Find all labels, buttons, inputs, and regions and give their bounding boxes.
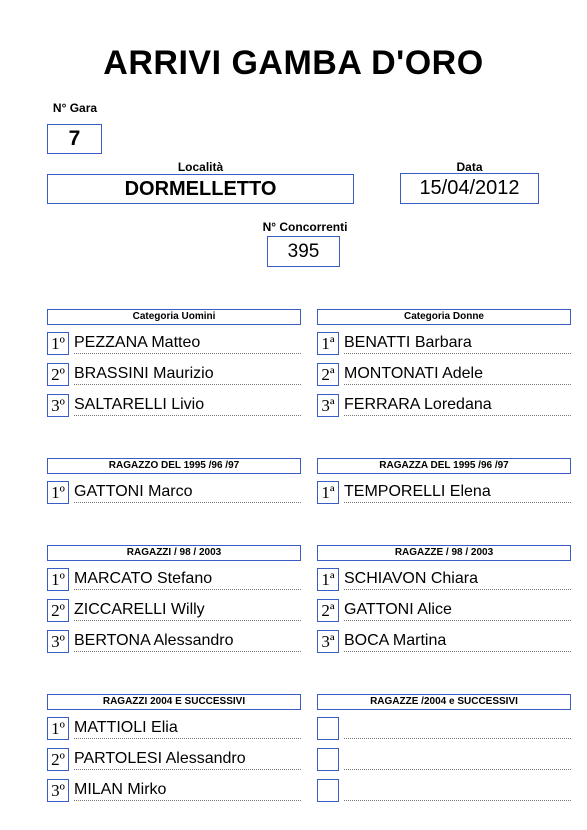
result-row xyxy=(317,568,571,593)
position-box: 1º xyxy=(47,568,69,591)
category-title: RAGAZZA DEL 1995 /96 /97 xyxy=(317,458,571,474)
concorrenti-value-box: 395 xyxy=(267,236,340,267)
position-box: 1ª xyxy=(317,568,339,591)
result-row xyxy=(47,717,301,742)
athlete-name: BOCA Martina xyxy=(344,631,571,652)
result-row xyxy=(317,332,571,357)
result-row xyxy=(47,481,301,506)
category-title: RAGAZZE / 98 / 2003 xyxy=(317,545,571,561)
category-title: Categoria Donne xyxy=(317,309,571,325)
result-row xyxy=(317,630,571,655)
gara-value-box: 7 xyxy=(47,124,102,154)
result-row xyxy=(317,394,571,419)
athlete-name xyxy=(344,749,571,770)
result-row xyxy=(47,599,301,624)
result-row xyxy=(317,363,571,388)
result-row xyxy=(47,568,301,593)
category-title: RAGAZZI 2004 E SUCCESSIVI xyxy=(47,694,301,710)
category-title: Categoria Uomini xyxy=(47,309,301,325)
result-row xyxy=(47,748,301,773)
result-row xyxy=(317,748,571,773)
concorrenti-label: N° Concorrenti xyxy=(262,220,348,234)
athlete-name: BENATTI Barbara xyxy=(344,333,571,354)
result-row xyxy=(317,717,571,742)
athlete-name: MARCATO Stefano xyxy=(74,569,301,590)
position-box xyxy=(317,748,339,771)
category-title: RAGAZZE /2004 e SUCCESSIVI xyxy=(317,694,571,710)
result-row xyxy=(47,779,301,804)
position-box: 1º xyxy=(47,481,69,504)
result-row xyxy=(47,332,301,357)
category-title: RAGAZZI / 98 / 2003 xyxy=(47,545,301,561)
position-box: 1ª xyxy=(317,332,339,355)
athlete-name: BERTONA Alessandro xyxy=(74,631,301,652)
athlete-name: GATTONI Alice xyxy=(344,600,571,621)
category-title: RAGAZZO DEL 1995 /96 /97 xyxy=(47,458,301,474)
position-box: 3ª xyxy=(317,394,339,417)
athlete-name: SALTARELLI Livio xyxy=(74,395,301,416)
position-box: 2º xyxy=(47,599,69,622)
athlete-name: ZICCARELLI Willy xyxy=(74,600,301,621)
position-box: 1ª xyxy=(317,481,339,504)
position-box: 1º xyxy=(47,717,69,740)
gara-label: N° Gara xyxy=(52,101,98,115)
position-box: 3ª xyxy=(317,630,339,653)
localita-value-box: DORMELLETTO xyxy=(47,174,354,204)
athlete-name: MONTONATI Adele xyxy=(344,364,571,385)
athlete-name: MILAN Mirko xyxy=(74,780,301,801)
position-box: 2º xyxy=(47,363,69,386)
result-row xyxy=(317,599,571,624)
result-row xyxy=(47,394,301,419)
position-box: 3º xyxy=(47,630,69,653)
athlete-name: SCHIAVON Chiara xyxy=(344,569,571,590)
result-row xyxy=(317,481,571,506)
athlete-name: BRASSINI Maurizio xyxy=(74,364,301,385)
athlete-name: PARTOLESI Alessandro xyxy=(74,749,301,770)
position-box: 1º xyxy=(47,332,69,355)
position-box: 3º xyxy=(47,779,69,802)
data-value-box: 15/04/2012 xyxy=(400,173,539,204)
position-box xyxy=(317,717,339,740)
result-row xyxy=(47,363,301,388)
athlete-name: GATTONI Marco xyxy=(74,482,301,503)
result-row xyxy=(47,630,301,655)
athlete-name: MATTIOLI Elia xyxy=(74,718,301,739)
athlete-name xyxy=(344,718,571,739)
athlete-name xyxy=(344,780,571,801)
position-box: 2º xyxy=(47,748,69,771)
position-box: 2ª xyxy=(317,363,339,386)
athlete-name: TEMPORELLI Elena xyxy=(344,482,571,503)
position-box: 3º xyxy=(47,394,69,417)
position-box: 2ª xyxy=(317,599,339,622)
result-row xyxy=(317,779,571,804)
page-title: ARRIVI GAMBA D'ORO xyxy=(103,44,484,82)
position-box xyxy=(317,779,339,802)
localita-label: Località xyxy=(177,160,224,174)
athlete-name: FERRARA Loredana xyxy=(344,395,571,416)
data-label: Data xyxy=(456,160,483,174)
athlete-name: PEZZANA Matteo xyxy=(74,333,301,354)
